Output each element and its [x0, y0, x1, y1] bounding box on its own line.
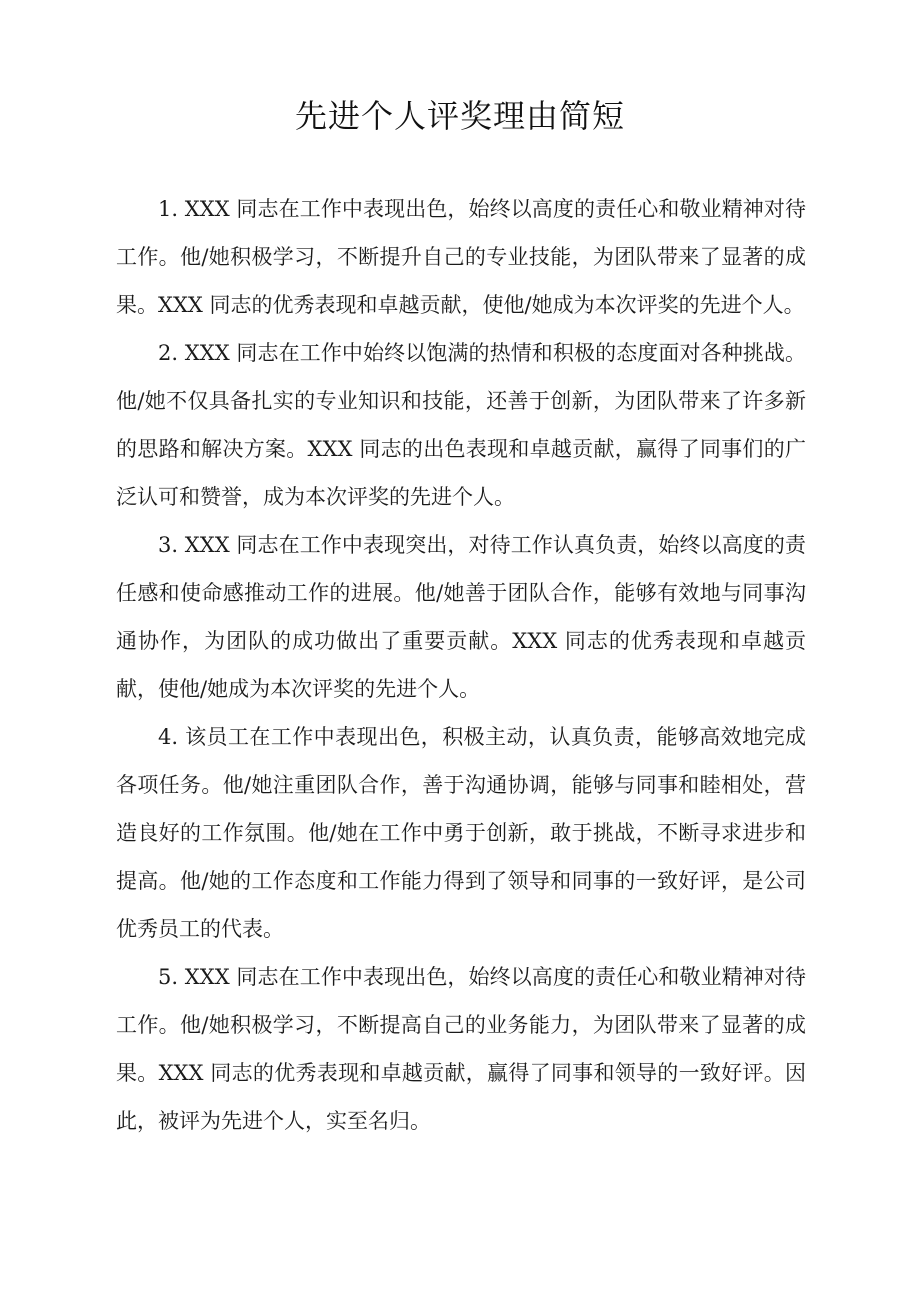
page-title: 先进个人评奖理由简短 [294, 97, 625, 135]
paragraph-4: 4. 该员工在工作中表现出色，积极主动，认真负责，能够高效地完成各项任务。他/她注重团队合作，善于沟通协调，能够与同事和睦相处，营造良好的工作氛围。他/她在工作中勇于创新，敢于挑战，不断寻求进步和提高。他/她的工作态度和工作能力得到了领导和同事的一致好评，是公司优秀员工的代表。 [116, 725, 806, 941]
document-body [116, 185, 806, 1145]
paragraph-3: 3. XXX 同志在工作中表现突出，对待工作认真负责，始终以高度的责任感和使命感推动工作的进展。他/她善于团队合作，能够有效地与同事沟通协作，为团队的成功做出了重要贡献。XXX 同志的优秀表现和卓越贡献，使他/她成为本次评奖的先进个人。 [116, 533, 806, 701]
paragraph-2: 2. XXX 同志在工作中始终以饱满的热情和积极的态度面对各种挑战。他/她不仅具备扎实的专业知识和技能，还善于创新，为团队带来了许多新的思路和解决方案。XXX 同志的出色表现和卓越贡献，赢得了同事们的广泛认可和赞誉，成为本次评奖的先进个人。 [116, 341, 806, 509]
paragraph-1: 1. XXX 同志在工作中表现出色，始终以高度的责任心和敬业精神对待工作。他/她积极学习，不断提升自己的专业技能，为团队带来了显著的成果。XXX 同志的优秀表现和卓越贡献，使他/她成为本次评奖的先进个人。 [116, 197, 806, 317]
paragraph-5: 5. XXX 同志在工作中表现出色，始终以高度的责任心和敬业精神对待工作。他/她积极学习，不断提高自己的业务能力，为团队带来了显著的成果。XXX 同志的优秀表现和卓越贡献，赢得了同事和领导的一致好评。因此，被评为先进个人，实至名归。 [116, 965, 806, 1133]
